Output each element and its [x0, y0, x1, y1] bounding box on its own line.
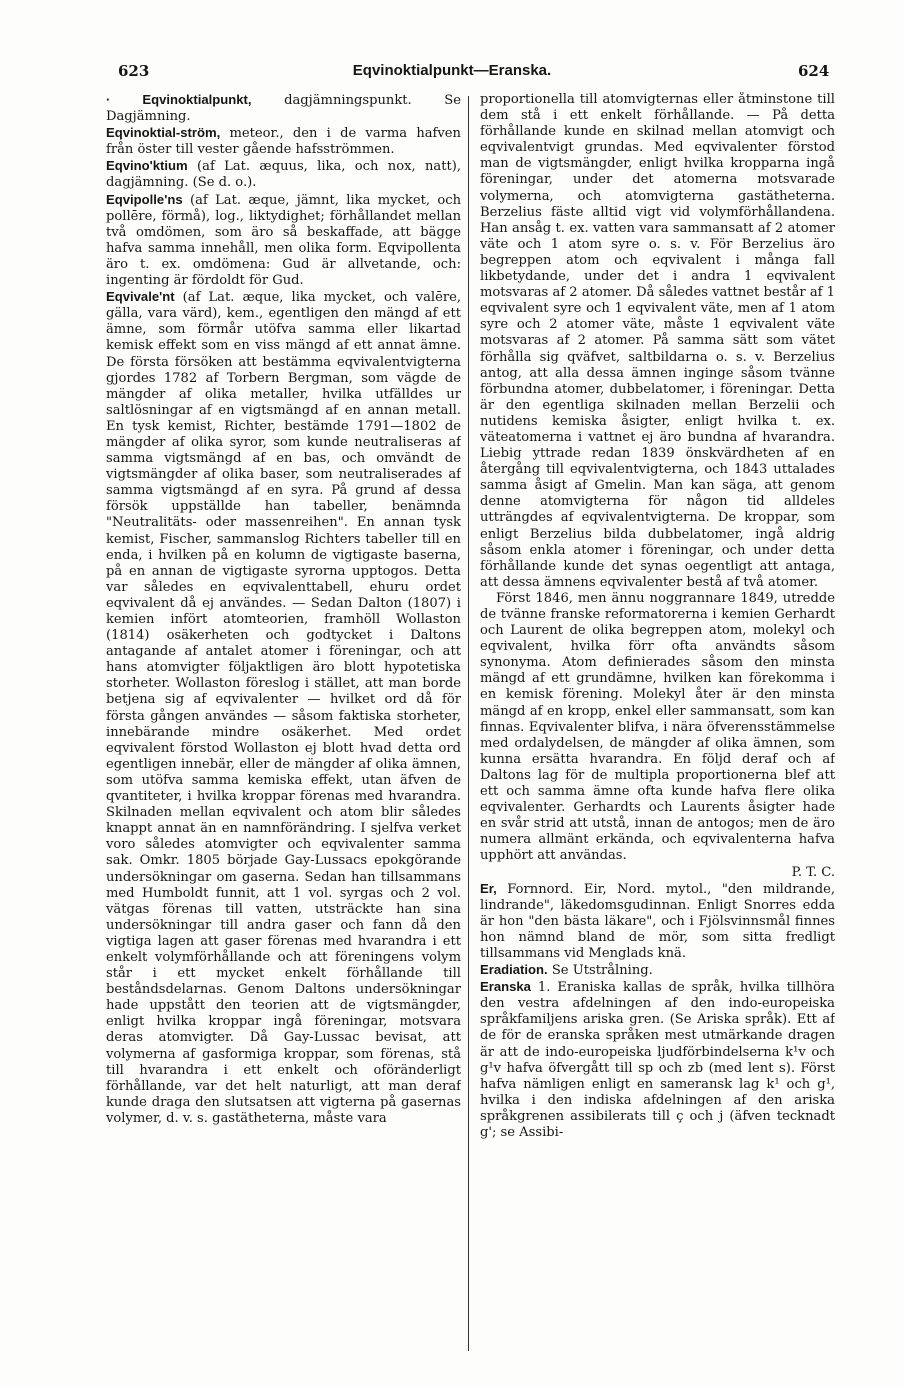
dictionary-entry [106, 92, 461, 125]
entry-text: meteor., den i de varma hafven från öster till vester gående hafsströmmen. [106, 126, 461, 158]
entry-text: 1. Eraniska kallas de språk, hvilka tillhöra den vestra afdelningen af den indo-europeiska språkfamiljens ariska gren. (Se Ariska språk). Ett af de för de eranska språken mest utmärkande dragen är att de indo-europeiska ljudförbindelserna k¹v och g¹v hafva öfvergått till sp och zb (med lent s). Först hafva nämligen enligt en sameransk lag k¹ och g¹, hvilka i den indiska afdelningen af den ariska språkgrenen assibilerats till ç och j (äfven tecknadt g'; se Assibi- [480, 980, 835, 1140]
dictionary-entry [106, 192, 461, 290]
entry-headword: Eranska [480, 979, 531, 995]
entry-text: Se Utstrålning. [547, 963, 653, 979]
entry-headword: Eqvipolle'ns [106, 191, 183, 207]
dictionary-entry [480, 881, 835, 962]
entry-text: (af Lat. æque, lika mycket, och valēre, gälla, vara värd), kem., egentligen den mängd af ett ämne, som förmår utöfva samma eller likartad kemisk effekt som en viss mängd af ett annat ämne. De första försöken att bestämma eqvivalentvigterna gjordes 1782 af Torbern Bergman, som vägde de mängder af olika metaller, hvilka utfälldes ur saltlösningar af en vigtsmängd af en annan metall. En tysk kemist, Richter, bestämde 1791—1802 de mängder af olika syror, som kunde neutraliseras af samma vigtsmängd af en bas, och omvändt de vigtsmängder af olika baser, som neutraliserades af samma vigtsmängd af en syra. På grund af dessa försök uppställde han tabeller, benämnda "Neutralitäts- oder massenreihen". En annan tysk kemist, Fischer, sammanslog Richters tabeller till en enda, i hvilken på en kolumn de vigtigaste baserna, på en annan de vigtigaste syrorna upptogos. Detta var således en eqvivalenttabell, ehuru ordet eqvivalent då ej användes. — Sedan Dalton (1807) i kemien infört atomteorien, framhöll Wollaston (1814) osäkerheten och godtycket i Daltons antagande af antalet atomer i föreningar, och att hans atomvigter följaktligen äro blott hypotetiska storheter. Wollaston föreslog i stället, att man borde betjena sig af eqvivalenter — hvilket ord då för första gången användes — såsom faktiska storheter, innebärande mindre osäkerhet. Med ordet eqvivalent förstod Wollaston ej blott hvad detta ord egentligen innebär, eller de mängder af olika ämnen, som utöfva samma kemiska effekt, utan äfven de qvantiteter, i hvilka kroppar förenas med hvarandra. Skilnaden mellan eqvivalent och atom blir således knappt annat än en namnförändring. I sjelfva verket voro således atomvigter och eqvivalenter samma sak. Omkr. 1805 började Gay-Lussacs epokgörande undersökningar om gaserna. Sedan han tillsammans med Humboldt funnit, att 1 vol. syrgas och 2 vol. vätgas förenas till vatten, utsträckte han sina undersökningar till andra gaser och fann då den vigtiga lagen att gaser förenas med hvarandra i ett enkelt volymförhållande och att föreningens volym står i ett mycket enkelt förhållande till beståndsdelarnas. Genom Daltons undersökningar hade uppstått den teorien att de vigtsmängder, enligt hvilka kroppar ingå föreningar, motsvara deras atomvigter. Då Gay-Lussac bevisat, att volymerna af gasformiga kroppar, som förenas, stå till hvarandra i ett enkelt och oföränderligt förhållande, var det helt naturligt, att man deraf kunde draga den slutsatsen att vigterna på gasernas volymer, d. v. s. gastätheterna, måste vara [106, 290, 461, 1126]
column-divider [468, 96, 469, 1351]
entry-headword: Eqvivale'nt [106, 289, 175, 305]
entry-text: (af Lat. æquus, lika, och nox, natt), dagjämning. (Se d. o.). [106, 159, 461, 191]
dictionary-entry [106, 289, 461, 1127]
dictionary-entry [106, 125, 461, 158]
running-title: Eqvinoktialpunkt—Eranska. [352, 62, 552, 79]
paragraph [480, 591, 835, 865]
entry-text: P. T. C. [791, 864, 835, 880]
entry-headword: Eradiation. [480, 962, 548, 978]
page-number-left: 623 [118, 62, 150, 80]
entry-text: (af Lat. æque, jämnt, lika mycket, och pollēre, förmå), log., liktydighet; förhållandet mellan två omdömen, som äro så beskaffade, att bägge hafva samma innehåll, men olika form. Eqvipollenta äro t. ex. omdömena: Gud är allvetande, och: ingenting är fördoldt för Gud. [106, 192, 461, 289]
entry-text: Först 1846, men ännu noggrannare 1849, utredde de tvänne franske reformatorerna i kemien Gerhardt och Laurent de olika begreppen atom, molekyl och eqvivalent, hvilka förr ofta användts såsom synonyma. Atom definierades såsom den minsta mängd af ett grundämne, hvilken kan förekomma i en kemisk förening. Molekyl åter är den minsta mängd af en kropp, enkel eller sammansatt, som kan finnas. Eqvivalenter blifva, i nära öfverensstämmelse med ordalydelsen, de mängder af olika ämnen, som kunna ersätta hvarandra. En följd deraf och af Daltons lag för de multipla proportionerna blef att ett och samma ämne ofta kunde hafva flere olika eqvivalenter. Gerhardts och Laurents åsigter hade en svår strid att utstå, innan de antogos; men de äro numera allmänt erkända, och eqvivalenterna hafva upphört att användas. [480, 590, 835, 864]
paragraph [480, 865, 835, 881]
dictionary-entry [480, 962, 835, 979]
entry-text: proportionella till atomvigternas eller åtminstone till dem stå i ett enkelt förhållande. — På detta förhållande kunde en skilnad mellan atomvigt och eqvivalentvigt grundas. Med eqvivalenter förstod man de vigtsmängder, enligt hvilka kropparna ingå föreningar, under det atomerna motsvarade volymerna, och atomvigterna gastätheterna. Berzelius fäste alltid vigt vid volymförhållandena. Han ansåg t. ex. vatten vara sammansatt af 2 atomer väte och 1 atom syre o. s. v. För Berzelius äro begreppen atom och eqvivalent i många fall likbetydande, under det i andra 1 eqvivalent motsvaras af 2 atomer. Då således vattnet består af 1 eqvivalent syre och 1 eqvivalent väte, men af 1 atom syre och 2 atomer väte, måste 1 eqvivalent väte motsvaras af 2 atomer. På samma sätt som vätet förhålla sig qväfvet, saltbildarna o. s. v. Berzelius antog, att alla dessa ämnen inginge såsom tvänne förbundna atomer, dubbelatomer, i föreningar. Detta är den egentliga skilnaden mellan Berzelii och nutidens kemiska åsigter, enligt hvilka t. ex. väteatomerna i vattnet ej äro bundna af hvarandra. Liebig yttrade redan 1839 önskvärdheten af en återgång till eqvivalentvigterna, och 1843 uttalades samma åsigt af Gmelin. Man kan säga, att genom denne atomvigterna för någon tid alldeles utträngdes af eqvivalentvigterna. De kroppar, som enligt Berzelius bilda dubbelatomer, ingå aldrig såsom enkla atomer i föreningar, och under detta förhållande kunde det synas oegentligt att antaga, att dessa ämnens eqvivalenter bestå af två atomer. [480, 92, 835, 590]
page-number-right: 624 [798, 62, 830, 80]
entry-headword: · Eqvinoktialpunkt, [106, 92, 252, 107]
dictionary-entry [106, 158, 461, 191]
entry-headword: Er, [480, 880, 497, 896]
left-column [106, 92, 461, 1360]
entry-text: dagjämningspunkt. Se Dagjämning. [106, 93, 461, 125]
dictionary-entry [480, 979, 835, 1141]
entry-headword: Eqvinoktial-ström, [106, 125, 221, 141]
right-column [480, 92, 835, 1360]
entry-text: Fornnord. Eir, Nord. mytol., "den mildrande, lindrande", läkedomsgudinnan. Enligt Snorres edda är hon "den bästa läkare", och i Fjölsvinnsmål finnes hon nämnd bland de mör, som sitta fredligt tillsammans vid Menglads knä. [480, 881, 835, 961]
paragraph [480, 92, 835, 591]
entry-headword: Eqvino'ktium [106, 158, 188, 174]
